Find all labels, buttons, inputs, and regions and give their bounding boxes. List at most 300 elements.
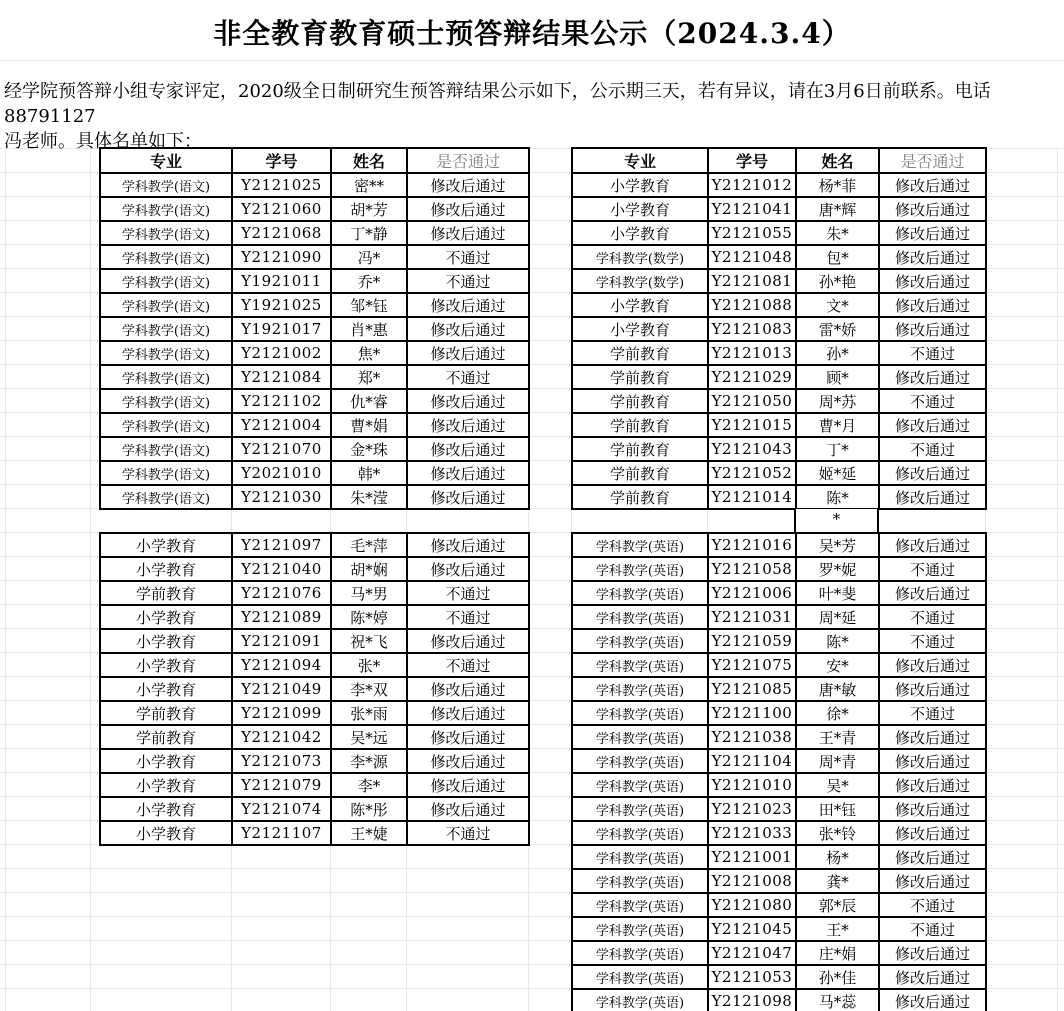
cell-result: 修改后通过 [407,341,529,365]
cell-result: 修改后通过 [407,221,529,245]
cell-student-id: Y2121055 [708,221,796,245]
table-row [100,581,529,605]
table-row [572,845,986,869]
cell-student-id: Y2121089 [232,605,331,629]
table-row [100,269,529,293]
cell-student-id: Y2121016 [708,533,796,557]
cell-result: 不通过 [407,821,529,845]
cell-result: 修改后通过 [879,365,986,389]
cell-result: 修改后通过 [879,653,986,677]
table-row [572,725,986,749]
cell-name: 马*男 [331,581,407,605]
cell-student-id: Y2121001 [708,845,796,869]
table-row [100,653,529,677]
cell-student-id: Y2121043 [708,437,796,461]
cell-result: 不通过 [407,269,529,293]
results-table-right-bottom [571,532,987,1011]
cell-name: 孙*艳 [796,269,879,293]
cell-student-id: Y2121081 [708,269,796,293]
gridline [1057,147,1058,1011]
cell-major: 学科教学(英语) [572,557,708,581]
cell-name: 孙*佳 [796,965,879,989]
cell-name: 丁* [796,437,879,461]
cell-result: 修改后通过 [407,557,529,581]
results-table-left-bottom [99,532,530,846]
table-row [572,389,986,413]
cell-major: 学科教学(英语) [572,869,708,893]
cell-result: 不通过 [879,389,986,413]
cell-name: 冯* [331,245,407,269]
cell-name: 祝*飞 [331,629,407,653]
cell-student-id: Y2121049 [232,677,331,701]
table-row [100,725,529,749]
cell-student-id: Y2121085 [708,677,796,701]
column-header-student-id: 学号 [232,148,331,173]
table-row [572,317,986,341]
cell-student-id: Y2121104 [708,749,796,773]
cell-name: 陈* [796,629,879,653]
gridline [0,60,1064,61]
cell-major: 小学教育 [572,317,708,341]
cell-result: 不通过 [407,605,529,629]
cell-result: 修改后通过 [879,821,986,845]
table-row [100,413,529,437]
table-row [572,941,986,965]
cell-major: 学科教学(英语) [572,845,708,869]
cell-name: 王*青 [796,725,879,749]
cell-result: 修改后通过 [407,461,529,485]
cell-major: 小学教育 [100,773,232,797]
cell-result: 不通过 [407,653,529,677]
cell-major: 学科教学(英语) [572,821,708,845]
cell-student-id: Y2121053 [708,965,796,989]
cell-student-id: Y2121012 [708,173,796,197]
table-row [572,989,986,1011]
cell-name: 胡*娴 [331,557,407,581]
cell-result: 修改后通过 [879,965,986,989]
cell-major: 学前教育 [572,485,708,509]
cell-result: 修改后通过 [879,461,986,485]
cell-name: 邹*钰 [331,293,407,317]
cell-result: 不通过 [879,341,986,365]
table-row [100,773,529,797]
cell-student-id: Y2121102 [232,389,331,413]
cell-major: 学科教学(英语) [572,533,708,557]
cell-student-id: Y2121074 [232,797,331,821]
table-row [572,413,986,437]
cell-student-id: Y2121025 [232,173,331,197]
cell-name: 朱*滢 [331,485,407,509]
cell-major: 小学教育 [100,797,232,821]
cell-student-id: Y2121080 [708,893,796,917]
cell-major: 学科教学(英语) [572,581,708,605]
cell-student-id: Y2121029 [708,365,796,389]
cell-name: 杨*菲 [796,173,879,197]
table-row [572,221,986,245]
cell-name: 马*蕊 [796,989,879,1011]
cell-result: 修改后通过 [879,989,986,1011]
table-row [100,605,529,629]
cell-name: 周*青 [796,749,879,773]
cell-name: 周*苏 [796,389,879,413]
cell-result: 不通过 [407,581,529,605]
cell-student-id: Y2121042 [232,725,331,749]
cell-name: 肖*惠 [331,317,407,341]
cell-name: 王*婕 [331,821,407,845]
cell-student-id: Y2121059 [708,629,796,653]
table-row [100,437,529,461]
cell-student-id: Y2121076 [232,581,331,605]
table-row [100,485,529,509]
cell-name: 吴*芳 [796,533,879,557]
cell-major: 学科教学(英语) [572,989,708,1011]
cell-student-id: Y2121010 [708,773,796,797]
cell-result: 修改后通过 [879,749,986,773]
cell-major: 学科教学(语文) [100,485,232,509]
cell-major: 学科教学(英语) [572,629,708,653]
cell-result: 不通过 [407,365,529,389]
cell-major: 小学教育 [100,629,232,653]
cell-name: 安* [796,653,879,677]
cell-student-id: Y2121013 [708,341,796,365]
table-row [100,245,529,269]
cell-result: 修改后通过 [879,845,986,869]
gridline [5,147,6,1011]
cell-major: 学科教学(语文) [100,461,232,485]
cell-name: 包* [796,245,879,269]
cell-name: 金*珠 [331,437,407,461]
column-header-pass: 是否通过 [879,148,986,173]
cell-major: 学前教育 [572,365,708,389]
cell-name: 吴* [796,773,879,797]
cell-major: 学前教育 [572,389,708,413]
cell-name: 罗*妮 [796,557,879,581]
cell-result: 不通过 [879,437,986,461]
cell-name: 文* [796,293,879,317]
intro-text [4,79,1060,154]
cell-major: 学科教学(语文) [100,173,232,197]
cell-name: 姬*延 [796,461,879,485]
table-row [572,629,986,653]
cell-student-id: Y2121030 [232,485,331,509]
column-header-name: 姓名 [796,148,879,173]
cell-result: 不通过 [879,557,986,581]
page-title: 非全教育教育硕士预答辩结果公示（2024.3.4） [213,17,851,50]
table-row [100,797,529,821]
table-row [572,461,986,485]
cell-major: 小学教育 [572,221,708,245]
table-row [572,365,986,389]
cell-name: 张*雨 [331,701,407,725]
cell-name: 朱* [796,221,879,245]
cell-student-id: Y2121004 [232,413,331,437]
table-row [572,581,986,605]
table-row [572,893,986,917]
table-row [100,221,529,245]
cell-name: 杨* [796,845,879,869]
cell-student-id: Y2121097 [232,533,331,557]
results-table-left-top [99,147,530,510]
cell-result: 修改后通过 [407,533,529,557]
table-row [100,677,529,701]
cell-name: 唐*辉 [796,197,879,221]
table-row [100,629,529,653]
table-row [100,557,529,581]
cell-name: 郭*辰 [796,893,879,917]
cell-result: 修改后通过 [879,725,986,749]
cell-result: 修改后通过 [879,221,986,245]
cell-name: 陈*彤 [331,797,407,821]
cell-student-id: Y2021010 [232,461,331,485]
cell-name: 张* [331,653,407,677]
cell-name: 田*钰 [796,797,879,821]
table-row [100,749,529,773]
cell-major: 学科教学(语文) [100,293,232,317]
table-row [572,869,986,893]
table-row [572,821,986,845]
cell-student-id: Y2121100 [708,701,796,725]
cell-name: 毛*萍 [331,533,407,557]
cell-result: 修改后通过 [407,797,529,821]
cell-student-id: Y2121002 [232,341,331,365]
cell-name: 陈* [796,485,879,509]
cell-student-id: Y2121052 [708,461,796,485]
cell-result: 修改后通过 [879,677,986,701]
table-row [100,701,529,725]
cell-result: 修改后通过 [879,413,986,437]
table-row [100,389,529,413]
cell-student-id: Y2121088 [708,293,796,317]
cell-major: 小学教育 [100,749,232,773]
masked-name-overflow-cell: * [794,509,879,532]
cell-result: 不通过 [407,245,529,269]
table-row [100,365,529,389]
table-row [572,605,986,629]
cell-major: 学科教学(语文) [100,269,232,293]
cell-major: 学科教学(英语) [572,917,708,941]
cell-major: 小学教育 [100,821,232,845]
cell-major: 小学教育 [572,293,708,317]
cell-result: 修改后通过 [407,701,529,725]
cell-student-id: Y2121031 [708,605,796,629]
cell-major: 学科教学(英语) [572,941,708,965]
cell-result: 修改后通过 [879,581,986,605]
cell-student-id: Y2121060 [232,197,331,221]
cell-name: 龚* [796,869,879,893]
cell-result: 修改后通过 [407,485,529,509]
cell-result: 修改后通过 [879,797,986,821]
table-row [572,557,986,581]
cell-student-id: Y2121090 [232,245,331,269]
cell-result: 修改后通过 [407,437,529,461]
cell-result: 修改后通过 [407,197,529,221]
cell-result: 修改后通过 [407,389,529,413]
table-row [100,821,529,845]
cell-name: 顾* [796,365,879,389]
cell-name: 吴*远 [331,725,407,749]
column-header-pass: 是否通过 [407,148,529,173]
cell-major: 小学教育 [100,533,232,557]
cell-name: 李*源 [331,749,407,773]
cell-result: 修改后通过 [879,317,986,341]
cell-name: 徐* [796,701,879,725]
cell-result: 修改后通过 [407,773,529,797]
cell-name: 韩* [331,461,407,485]
cell-name: 胡*芳 [331,197,407,221]
table-row [100,197,529,221]
cell-major: 学科教学(英语) [572,797,708,821]
cell-student-id: Y2121075 [708,653,796,677]
cell-student-id: Y2121040 [232,557,331,581]
cell-name: 周*延 [796,605,879,629]
cell-student-id: Y2121041 [708,197,796,221]
cell-result: 修改后通过 [879,485,986,509]
intro-line-1: 经学院预答辩小组专家评定，2020级全日制研究生预答辩结果公示如下，公示期三天，若有异议，请在3月6日前联系。电话88791127 [4,81,991,127]
cell-name: 张*铃 [796,821,879,845]
cell-student-id: Y2121048 [708,245,796,269]
cell-major: 学科教学(语文) [100,365,232,389]
cell-name: 唐*敏 [796,677,879,701]
overflow-row [571,509,985,532]
cell-major: 学前教育 [572,461,708,485]
cell-student-id: Y2121083 [708,317,796,341]
table-row [100,533,529,557]
cell-result: 不通过 [879,701,986,725]
table-row [572,197,986,221]
results-table-right-top [571,147,987,510]
cell-result: 修改后通过 [879,173,986,197]
table-row [572,677,986,701]
cell-major: 学科教学(英语) [572,773,708,797]
cell-major: 小学教育 [100,557,232,581]
cell-result: 修改后通过 [879,869,986,893]
table-row [572,245,986,269]
cell-major: 学前教育 [100,725,232,749]
cell-name: 焦* [331,341,407,365]
table-row [572,749,986,773]
cell-major: 学科教学(数学) [572,269,708,293]
cell-student-id: Y2121047 [708,941,796,965]
cell-name: 密** [331,173,407,197]
cell-name: 王* [796,917,879,941]
cell-result: 不通过 [879,917,986,941]
cell-result: 修改后通过 [407,725,529,749]
cell-result: 修改后通过 [879,293,986,317]
cell-result: 修改后通过 [879,533,986,557]
cell-major: 学前教育 [100,701,232,725]
cell-student-id: Y2121014 [708,485,796,509]
cell-student-id: Y2121015 [708,413,796,437]
cell-major: 学科教学(语文) [100,341,232,365]
cell-major: 学科教学(英语) [572,605,708,629]
cell-major: 小学教育 [572,173,708,197]
cell-student-id: Y2121045 [708,917,796,941]
cell-major: 学科教学(语文) [100,197,232,221]
cell-student-id: Y2121084 [232,365,331,389]
cell-major: 学科教学(语文) [100,413,232,437]
table-row [100,317,529,341]
cell-name: 曹*娟 [331,413,407,437]
table-row [572,533,986,557]
cell-result: 不通过 [879,893,986,917]
cell-name: 庄*娟 [796,941,879,965]
cell-name: 李*双 [331,677,407,701]
table-row [100,173,529,197]
cell-result: 修改后通过 [879,197,986,221]
cell-name: 叶*斐 [796,581,879,605]
cell-major: 学科教学(英语) [572,725,708,749]
intro-line-2: 冯老师。具体名单如下： [4,131,202,152]
cell-major: 学科教学(数学) [572,245,708,269]
cell-major: 学科教学(英语) [572,653,708,677]
cell-major: 学科教学(语文) [100,245,232,269]
column-header-student-id: 学号 [708,148,796,173]
cell-major: 小学教育 [100,677,232,701]
cell-name: 李* [331,773,407,797]
cell-student-id: Y1921025 [232,293,331,317]
cell-name: 雷*娇 [796,317,879,341]
table-row [100,461,529,485]
cell-major: 学前教育 [572,413,708,437]
column-header-major: 专业 [572,148,708,173]
cell-name: 仇*睿 [331,389,407,413]
table-row [572,701,986,725]
cell-major: 学科教学(语文) [100,389,232,413]
cell-student-id: Y2121098 [708,989,796,1011]
gridline [90,147,91,1011]
column-header-major: 专业 [100,148,232,173]
cell-student-id: Y2121107 [232,821,331,845]
cell-major: 学科教学(英语) [572,749,708,773]
table-row [572,437,986,461]
cell-major: 学科教学(英语) [572,965,708,989]
cell-student-id: Y2121023 [708,797,796,821]
table-row [572,653,986,677]
cell-result: 修改后通过 [879,245,986,269]
cell-student-id: Y2121094 [232,653,331,677]
column-header-name: 姓名 [331,148,407,173]
table-row [572,965,986,989]
table-row [572,485,986,509]
table-row [572,797,986,821]
cell-student-id: Y2121050 [708,389,796,413]
cell-name: 郑* [331,365,407,389]
cell-result: 修改后通过 [879,269,986,293]
cell-major: 学科教学(英语) [572,677,708,701]
cell-result: 不通过 [879,629,986,653]
table-row [572,293,986,317]
cell-student-id: Y2121038 [708,725,796,749]
cell-result: 修改后通过 [407,173,529,197]
cell-result: 修改后通过 [407,413,529,437]
cell-result: 修改后通过 [407,629,529,653]
cell-student-id: Y2121006 [708,581,796,605]
cell-student-id: Y1921017 [232,317,331,341]
cell-student-id: Y2121033 [708,821,796,845]
cell-student-id: Y2121068 [232,221,331,245]
cell-student-id: Y2121079 [232,773,331,797]
cell-result: 不通过 [879,605,986,629]
cell-major: 学科教学(语文) [100,221,232,245]
cell-major: 学前教育 [100,581,232,605]
cell-student-id: Y2121008 [708,869,796,893]
cell-major: 小学教育 [100,605,232,629]
cell-major: 学科教学(英语) [572,893,708,917]
table-row [572,773,986,797]
cell-result: 修改后通过 [879,941,986,965]
cell-major: 学科教学(语文) [100,317,232,341]
cell-student-id: Y1921011 [232,269,331,293]
